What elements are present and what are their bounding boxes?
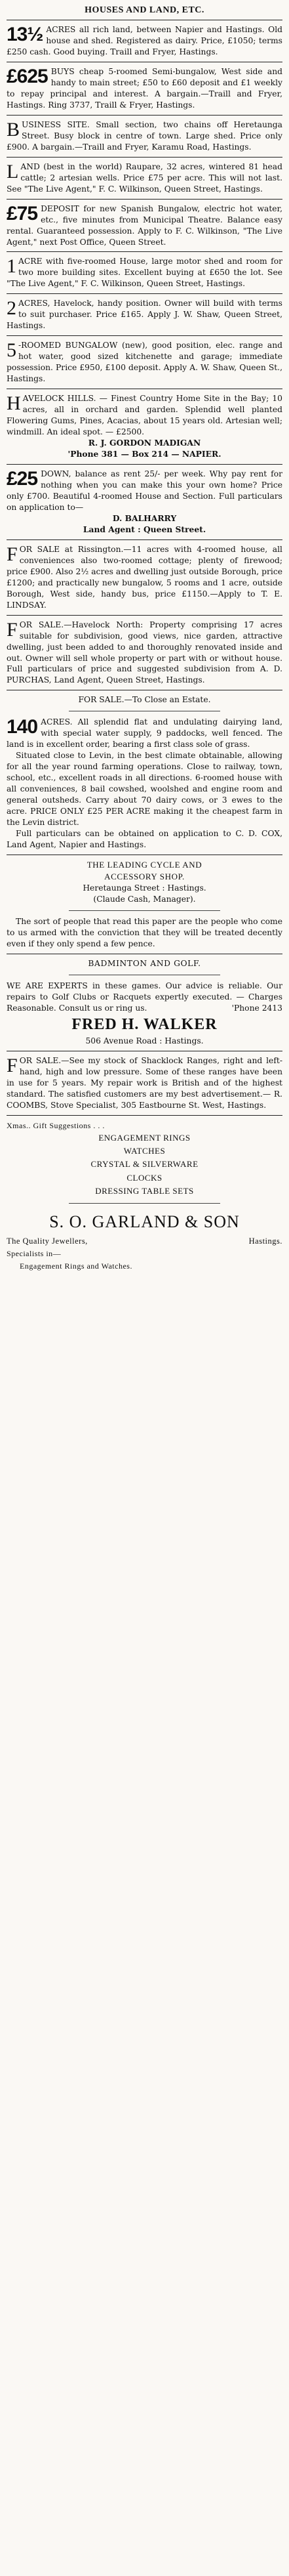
ad-havelock-hills — [7, 393, 282, 460]
ad-text: AND (best in the world) Raupare, 32 acres, wintered 81 head cattle; 2 artesian wells. Price £75 per acre. This will not last. See "The Live Agent," F. C. Wilkinson, Queen Street, Hastings. — [7, 161, 282, 194]
ad-lead: £25 — [7, 467, 38, 490]
divider — [7, 1115, 282, 1116]
ad-1-acre — [7, 256, 282, 289]
gift-item: CRYSTAL & SILVERWARE — [90, 1159, 199, 1170]
ad-lead: H — [7, 392, 21, 415]
ad-lead: 140 — [7, 716, 38, 738]
ad-text: ACRES all rich land, between Napier and Hastings. Old house and shed. Registered as dairy. Price, £1050; terms £250 cash. Good buying. — [7, 25, 282, 56]
ad-havelock-north — [7, 620, 282, 686]
ad-lead: 1 — [7, 255, 16, 278]
ad-raupare-land — [7, 161, 282, 195]
divider — [7, 157, 282, 158]
divider — [7, 335, 282, 336]
agent-line: Land Agent : Queen Street. — [83, 524, 206, 534]
fred-walker-name: FRED H. WALKER — [71, 1015, 218, 1033]
ad-contact: R. COOMBS, Stove Specialist, 305 Eastbourne St. West, Hastings. — [7, 1089, 282, 1110]
badminton-title: BADMINTON AND GOLF. — [88, 958, 201, 968]
ad-lead: F — [7, 1054, 18, 1076]
ad-lead: F — [7, 543, 18, 565]
ad-rissington — [7, 544, 282, 611]
ad-lead: 13½ — [7, 24, 43, 45]
ad-text: OR SALE.—Havelock North: Property comprising 17 acres suitable for subdivision, good views, nice garden, attractive dwelling, just been added to and thoroughly renovated inside and out. Owner will sell whole property or part with or without house. Full particulars of price and suggested subdivision from A. D. PURCHAS, Land Agent, Queen Street, Hastings. — [7, 620, 282, 685]
ad-13-acres — [7, 24, 282, 58]
divider — [7, 615, 282, 616]
ad-text: DEPOSIT for new Spanish Bungalow, electric hot water, etc., five minutes from Municipal Theatre. Balance easy rental. Guaranteed possession. Apply to F. C. Wilkinson, "The Live Agent," next Post Office, Queen Street. — [7, 203, 282, 247]
ad-2-acres-havelock — [7, 298, 282, 331]
ad-140-acres — [7, 717, 282, 851]
ad-text: DOWN, balance as rent 25/- per week. Why pay rent for nothing when you can make this your own home? Price only £700. Beautiful 4-roomed House and Section. Full particulars on application to— — [7, 469, 282, 512]
ad-business-site — [7, 119, 282, 153]
ad-text: ACRES. All splendid flat and undulating dairying land, with special water supply, 9 paddocks, well fenced. The land is in excellent order, bearing a first class sole of grass. — [7, 717, 282, 750]
ad-cycle-shop — [7, 859, 282, 950]
ad-text: AVELOCK HILLS. — Finest Country Home Site in the Bay; 10 acres, all in orchard and garden. Splendid well planted Flowering Gums, Pines, Acacias, about 15 years old. Artesian well; windmill. An ideal spot. — £2500. — [7, 394, 282, 437]
ad-lead: 2 — [7, 297, 16, 320]
fred-walker-address: 506 Avenue Road : Hastings. — [85, 1036, 204, 1045]
divider — [7, 464, 282, 465]
ad-lead: £75 — [7, 202, 38, 224]
ad-lead: L — [7, 160, 19, 182]
cycle-title-1: THE LEADING CYCLE AND — [87, 860, 202, 870]
divider — [7, 199, 282, 200]
garland-spec-2: Engagement Rings and Watches. — [20, 1261, 132, 1271]
ad-text: -ROOMED BUNGALOW (new), good position, elec. range and hot water, good sized kitchenette and garage; immediate possession. Price £950, £100 deposit. Apply A. W. Shaw, Queen St., Hastings. — [7, 341, 282, 384]
ad-5-roomed-bungalow — [7, 340, 282, 385]
ad-lead: 5 — [7, 339, 16, 362]
cycle-manager: (Claude Cash, Manager). — [93, 894, 196, 904]
ad-shacklock-ranges — [7, 1055, 282, 1111]
ad-625-bungalow — [7, 66, 282, 111]
badminton-phone: 'Phone 2413 — [231, 1003, 282, 1013]
divider — [7, 251, 282, 252]
ad-text: BUYS cheap 5-roomed Semi-bungalow, West side and handy to main street; £50 to £60 deposit and £1 weekly to repay principal and interest. A bargain.—Traill and Fryer, Hastings. — [7, 66, 282, 110]
divider — [7, 293, 282, 294]
agent-line: 'Phone 381 — Box 214 — NAPIER. — [67, 449, 222, 459]
cycle-body: The sort of people that read this paper are the people who come to us armed with the conviction that they will be treated decently even if they only spend a few pence. — [7, 916, 282, 948]
divider — [69, 1203, 221, 1204]
ad-75-deposit — [7, 203, 282, 248]
ad-lead: B — [7, 118, 20, 140]
gift-item: DRESSING TABLE SETS — [95, 1185, 194, 1196]
cycle-title-2: ACCESSORY SHOP. — [104, 871, 185, 881]
ad-text: ACRES, Havelock, handy position. Owner will build with terms to suit purchaser. Price £165. Apply J. W. Shaw, Queen Street, Hastings. — [7, 299, 282, 331]
agent-name: D. BALHARRY — [112, 513, 177, 523]
ad-lead: £625 — [7, 65, 48, 87]
ad-contact: Ring 3737, Traill & Fryer, Hastings. — [48, 100, 195, 110]
ad-badminton-golf — [7, 958, 282, 1047]
gift-intro: Xmas.. Gift Suggestions . . . — [7, 1120, 105, 1130]
ad-lead: F — [7, 618, 18, 641]
ad-text: USINESS SITE. Small section, two chains off Heretaunga Street. Busy block in centre of town. Large shed. Price only £900. A bargain.—Traill and Fryer, Karamu Road, Hastings. — [7, 119, 282, 152]
ad-25-down — [7, 469, 282, 536]
gift-item: WATCHES — [123, 1146, 166, 1156]
divider — [7, 539, 282, 540]
section-header: HOUSES AND LAND, ETC. — [85, 5, 204, 15]
garland-firm-name: S. O. GARLAND & SON — [49, 1212, 240, 1231]
garland-sub-2: Hastings. — [248, 1236, 282, 1246]
ad-contact: Traill and Fryer, Hastings. — [110, 47, 218, 56]
cycle-address: Heretaunga Street : Hastings. — [83, 883, 206, 893]
ad-text: OR SALE.—See my stock of Shacklock Ranges, right and left-hand, high and low pressure. Some of these ranges have been in use for 5 years. My repair work is British and of the highest standard. The satisfied customers are my best advertisement.— — [7, 1055, 282, 1099]
gift-item: CLOCKS — [126, 1172, 163, 1183]
badminton-body: WE ARE EXPERTS in these games. Our advice is reliable. Our repairs to Golf Clubs or Racquets expertly executed. — Charges Reasonable. Consult us or ring us. — [7, 981, 282, 1013]
gift-item: ENGAGEMENT RINGS — [98, 1133, 191, 1143]
ad-paragraph: Situated close to Levin, in the best climate obtainable, allowing for all the year round farming operations. Close to railway, town, school, etc., excellent roads in all directions. 6-roomed house with all conveniences, 8 bail cowshed, woolshed and engine room and general outsheds. Carry about 70 dairy cows, or 3 ewes to the acre. PRICE ONLY £25 PER ACRE making it the cheapest farm in the Levin district. — [7, 751, 282, 828]
garland-spec-1: Specialists in— — [7, 1249, 62, 1259]
ad-text: OR SALE at Rissington.—11 acres with 4-roomed house, all conveniences also two-roomed cottage; plenty of firewood; price £900. Also 2½ acres and dwelling just outside Borough, price £1200; and practically new bungalow, 5 rooms and 1 acre, outside Borough, West side, handy bus, price £1150.—Apply to T. E. LINDSAY. — [7, 544, 282, 610]
garland-sub-1: The Quality Jewellers, — [7, 1236, 88, 1246]
ad-paragraph: Full particulars can be obtained on application to C. D. COX, Land Agent, Napier and Hastings. — [7, 829, 282, 850]
garland-subtitle — [7, 1235, 282, 1248]
divider — [7, 115, 282, 116]
ad-text: ACRE with five-roomed House, large motor shed and room for two more building sites. Excellent buying at £650 the lot. See "The Live Agent," F. C. Wilkinson, Queen Street, Hastings. — [7, 257, 282, 289]
divider — [69, 910, 221, 911]
agent-name: R. J. GORDON MADIGAN — [88, 438, 201, 448]
ad-estate-heading: FOR SALE.—To Close an Estate. — [78, 695, 211, 705]
ad-xmas-gifts — [7, 1120, 282, 1273]
